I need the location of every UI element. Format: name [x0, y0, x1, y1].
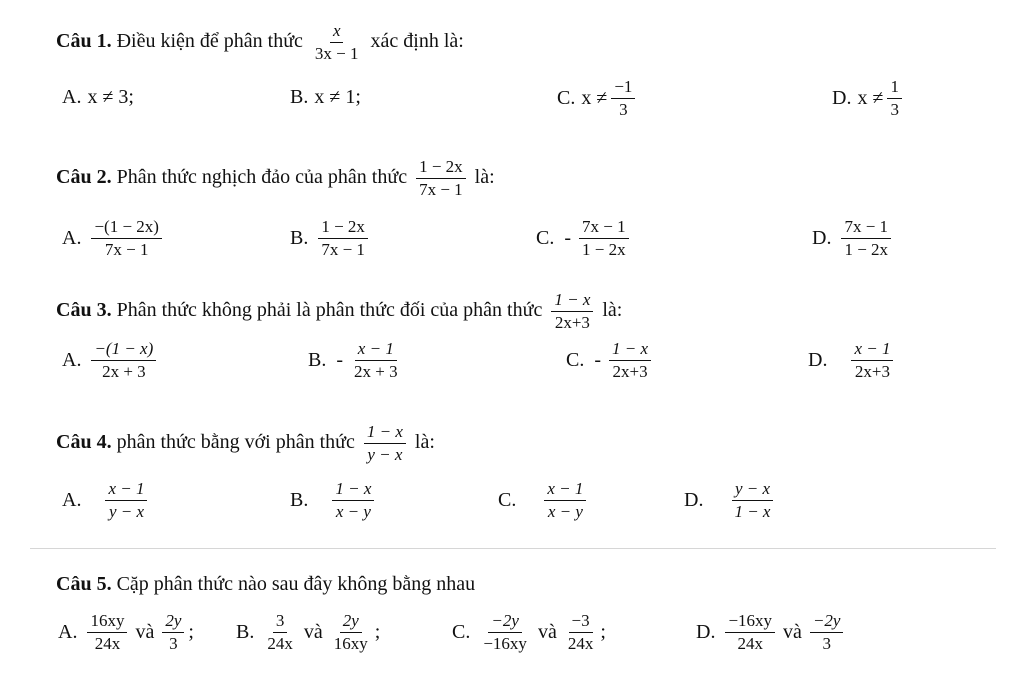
q1-option-c[interactable]: C. x ≠ $\frac{-1}{3}$ [557, 78, 639, 119]
question-text: Điều kiện để phân thức [116, 30, 303, 53]
q5-option-b[interactable]: B. $\frac{3}{24x}$ và $\frac{2y}{16xy}$ ; [236, 611, 381, 653]
q4-option-b[interactable]: B. $\frac{1 - x}{x - y}$ [290, 480, 378, 521]
question-1 [56, 22, 464, 63]
question-4 [56, 423, 435, 464]
q5-option-d[interactable]: D. $\frac{-16xy}{24x}$ và $\frac{-2y}{3}$ [696, 612, 847, 653]
question-text-end: là: [602, 299, 623, 322]
q3-option-b[interactable]: B. - $\frac{x - 1}{2x + 3}$ [308, 339, 398, 381]
question-fraction: $\frac{1 - x}{y - x}$ [364, 423, 406, 464]
q4-option-c[interactable]: C. $\frac{x - 1}{x - y}$ [498, 480, 590, 521]
q2-option-c[interactable]: C. - $\frac{7x - 1}{1 - 2x}$ [536, 218, 633, 259]
question-fraction: $\frac{x}{3x - 1}$ [314, 21, 359, 63]
question-text: Phân thức không phải là phân thức đối của phân thức [116, 299, 543, 322]
q1-option-a[interactable]: A. x ≠ 3; [62, 86, 134, 108]
question-fraction: $\frac{1 - 2x}{7x - 1}$ [416, 158, 466, 199]
q3-option-c[interactable]: C. - $\frac{1 - x}{2x+3}$ [566, 340, 655, 381]
question-3 [56, 291, 622, 332]
q5-option-c[interactable]: C. $\frac{-2y}{-16xy}$ và $\frac{-3}{24x}$ ; [452, 611, 606, 653]
section-divider [30, 548, 996, 549]
question-number: Câu 5. [56, 573, 112, 595]
q1-option-b[interactable]: B. x ≠ 1; [290, 86, 361, 108]
question-text: Phân thức nghịch đảo của phân thức [116, 166, 408, 189]
question-text-end: xác định là: [370, 30, 464, 53]
question-number: Câu 4. [56, 431, 112, 454]
q4-option-d[interactable]: D. $\frac{y - x}{1 - x}$ [684, 480, 777, 521]
q4-option-a[interactable]: A. $\frac{x - 1}{y - x}$ [62, 480, 151, 521]
q3-option-d[interactable]: D. $\frac{x - 1}{2x+3}$ [808, 340, 897, 381]
question-number: Câu 2. [56, 166, 112, 189]
q5-option-a[interactable]: A. $\frac{16xy}{24x}$ và $\frac{2y}{3}$ ; [58, 611, 194, 653]
question-text: Cặp phân thức nào sau đây không bằng nhau [116, 573, 476, 595]
question-number: Câu 1. [56, 30, 112, 53]
question-2 [56, 158, 495, 199]
question-number: Câu 3. [56, 299, 112, 322]
q2-option-b[interactable]: B. $\frac{1 - 2x}{7x - 1}$ [290, 218, 372, 259]
q3-option-a[interactable]: A. $\frac{-(1 - x)}{2x + 3}$ [62, 340, 160, 381]
question-5 [56, 572, 475, 596]
question-text-end: là: [414, 431, 435, 454]
question-text-end: là: [474, 166, 495, 189]
q2-option-a[interactable]: A. $\frac{-(1 - 2x)}{7x - 1}$ [62, 218, 166, 259]
q2-option-d[interactable]: D. $\frac{7x - 1}{1 - 2x}$ [812, 218, 895, 259]
question-fraction: $\frac{1 - x}{2x+3}$ [551, 291, 593, 332]
q1-option-d[interactable]: D. x ≠ $\frac{1}{3}$ [832, 78, 906, 119]
question-text: phân thức bằng với phân thức [116, 431, 355, 454]
